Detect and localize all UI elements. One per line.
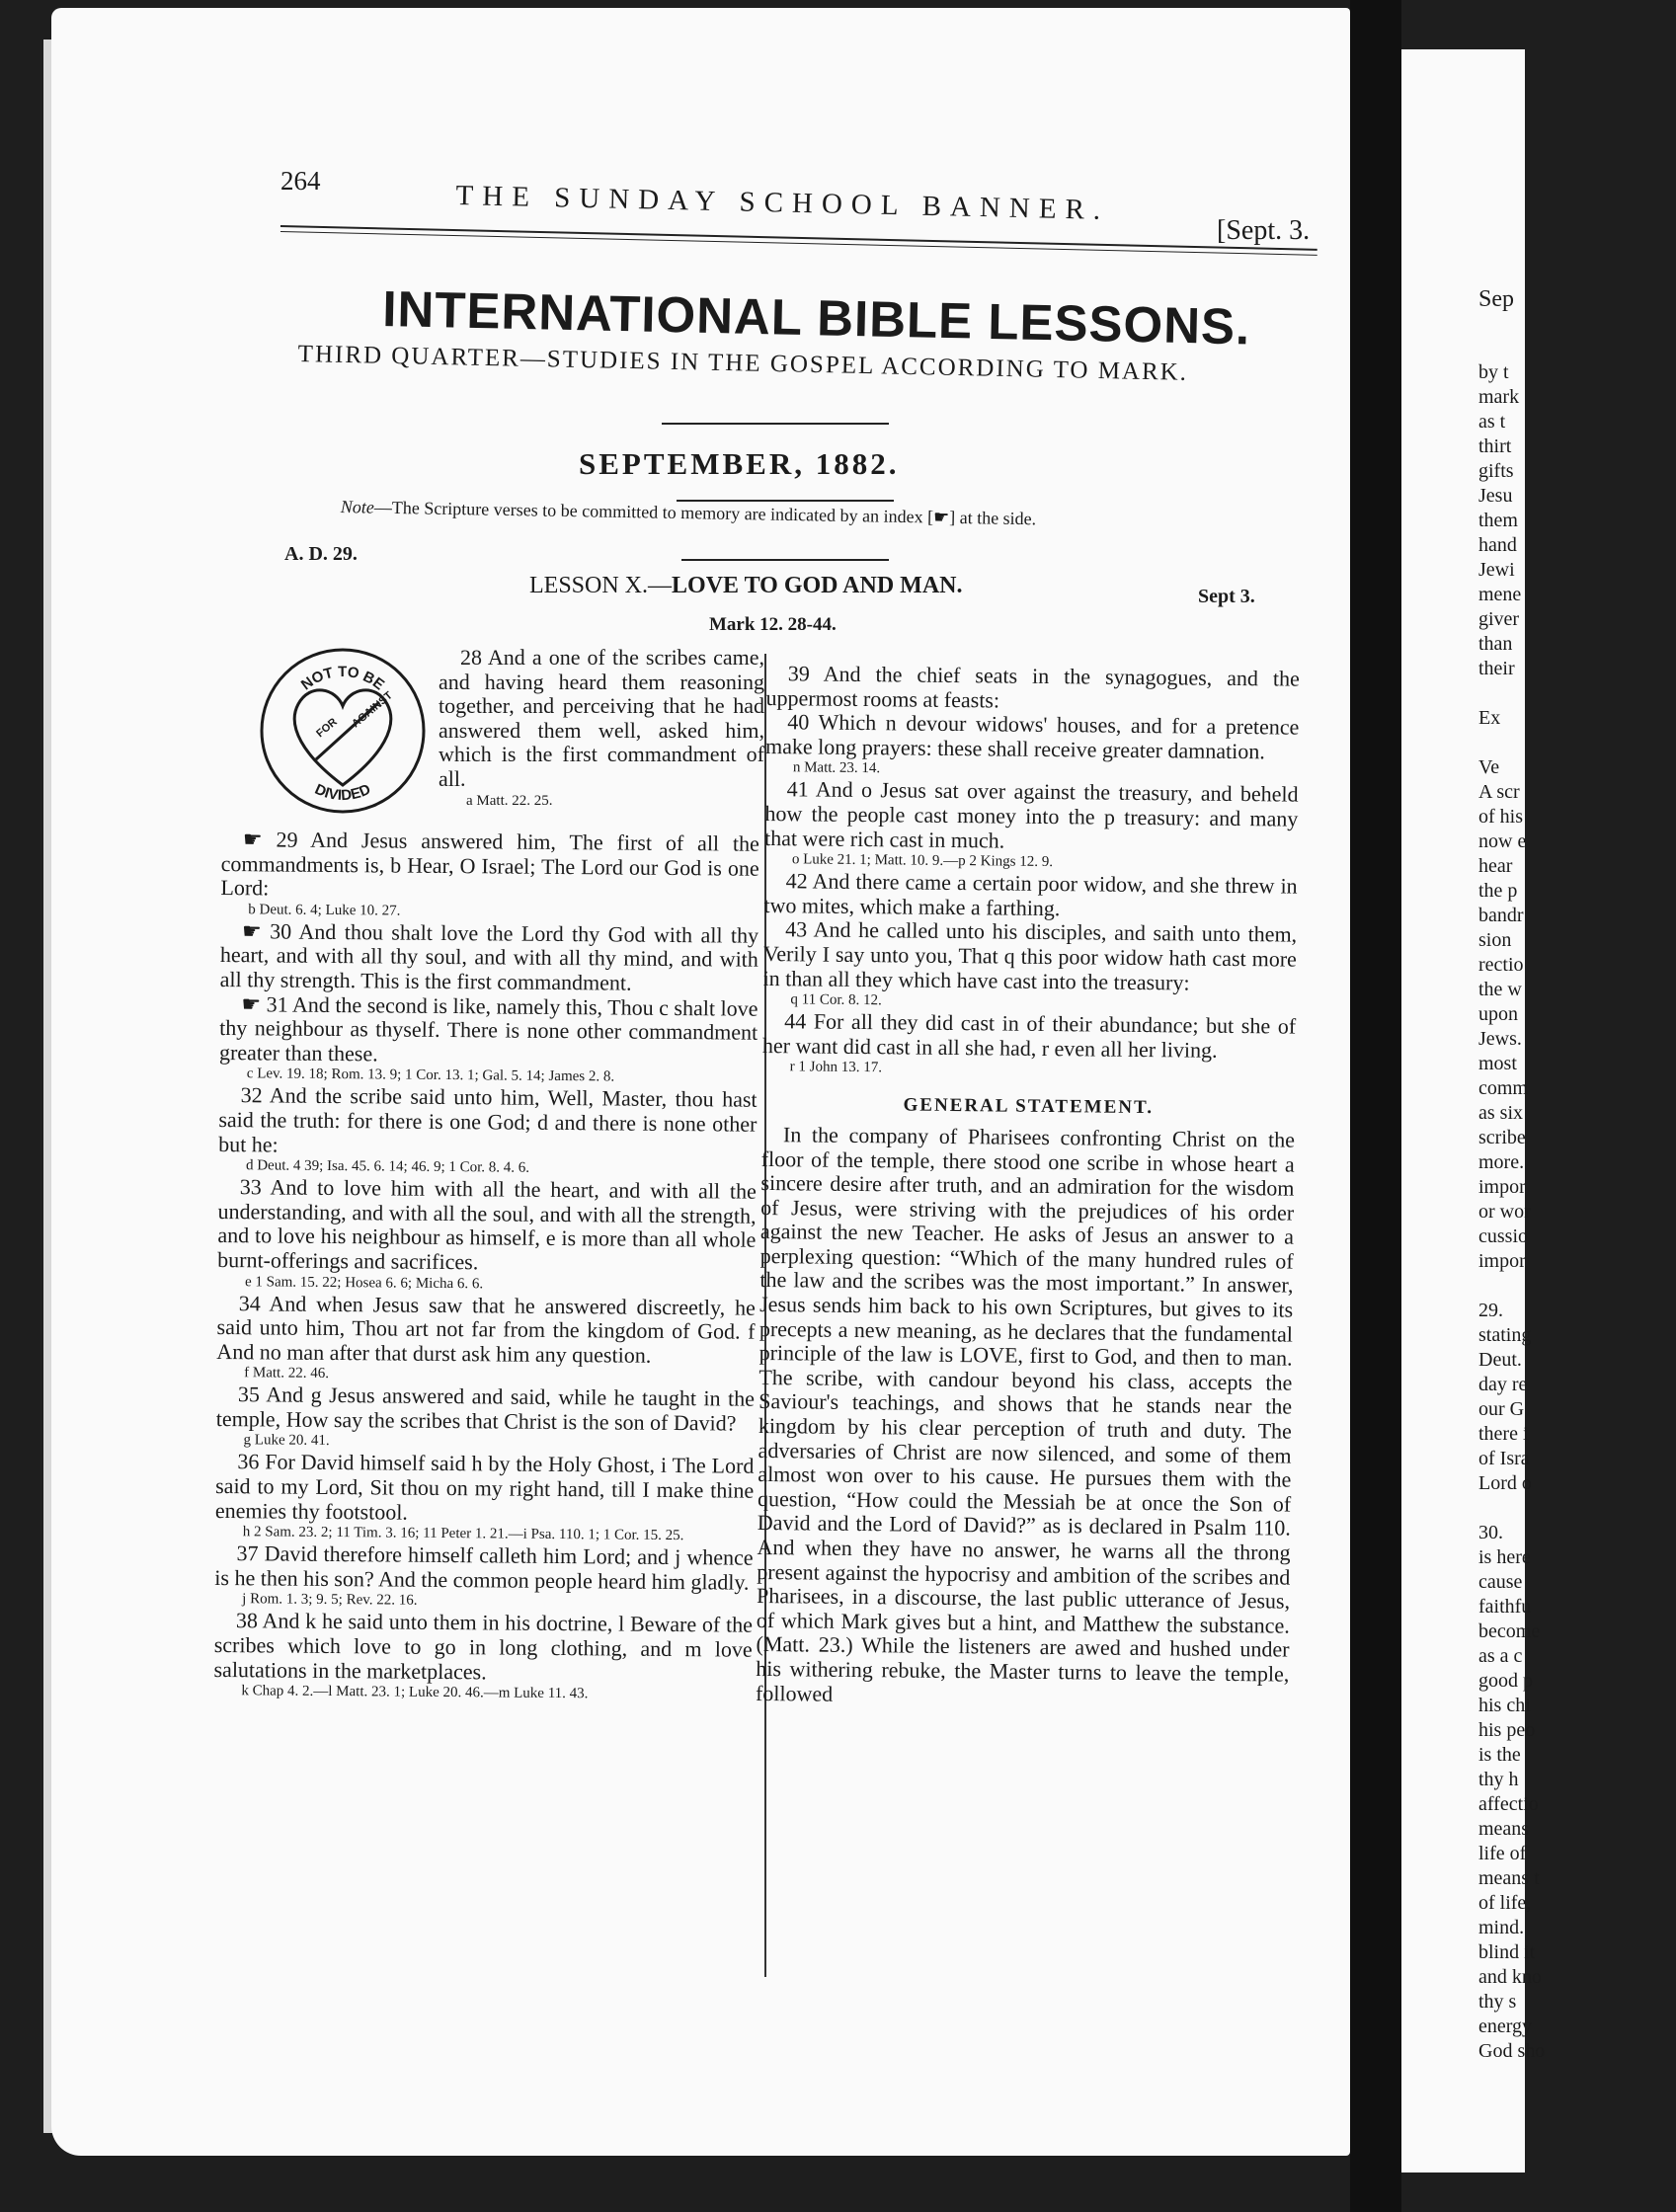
era-label: A. D. 29. bbox=[284, 543, 358, 565]
verse: 28 And a one of the scribes came, and having heard them reasoning together, and perceiving that he had answered them well, asked him, which is the first commandment of all. bbox=[439, 645, 764, 791]
note-rule bbox=[681, 559, 889, 561]
cross-reference: o Luke 21. 1; Matt. 10. 9.—p 2 Kings 12. 9. bbox=[791, 851, 1054, 871]
facing-page-line: thy h bbox=[1478, 1769, 1519, 1790]
badge-top-text: NOT TO BE bbox=[297, 663, 388, 694]
facing-page-line: is here bbox=[1478, 1546, 1531, 1568]
facing-page-line: become bbox=[1478, 1620, 1541, 1642]
facing-page-line: thirt bbox=[1478, 435, 1512, 457]
facing-page-line: thy s bbox=[1478, 1991, 1517, 2013]
facing-page-line: Lord o bbox=[1478, 1472, 1532, 1494]
facing-page-line bbox=[1478, 1496, 1676, 1521]
verse: 32 And the scribe said unto him, Well, Master, thou hast said the truth: for there is one God; d and there is none other but he: bbox=[218, 1082, 758, 1157]
cross-reference: g Luke 20. 41. bbox=[243, 1432, 330, 1450]
facing-page-line: faithfu bbox=[1478, 1596, 1532, 1618]
facing-page-line: means bbox=[1478, 1818, 1530, 1840]
facing-page-line: 29. bbox=[1478, 1300, 1503, 1321]
title-rule bbox=[662, 423, 889, 425]
subtitle: THIRD QUARTER—STUDIES IN THE GOSPEL ACCORDING TO MARK. bbox=[297, 341, 1189, 386]
facing-page-line: sion bbox=[1478, 929, 1512, 951]
facing-page-line: blind it bbox=[1478, 1941, 1536, 1963]
facing-page-line: gifts bbox=[1478, 460, 1514, 482]
facing-page-lines bbox=[1478, 360, 1676, 2064]
facing-page-line bbox=[1478, 1274, 1676, 1299]
facing-page-line: good p bbox=[1478, 1670, 1533, 1692]
facing-page-line bbox=[1478, 681, 1676, 706]
facing-page-line: scribe bbox=[1478, 1127, 1526, 1148]
header-date: [Sept. 3. bbox=[1217, 215, 1311, 246]
facing-page-line: and kno bbox=[1478, 1966, 1542, 1988]
heart-badge bbox=[259, 647, 427, 815]
facing-page-line: mind. bbox=[1478, 1917, 1525, 1938]
facing-page-line: of his bbox=[1478, 806, 1523, 828]
main-title: INTERNATIONAL BIBLE LESSONS. bbox=[381, 279, 1251, 356]
verse: 43 And he called unto his disciples, and saith unto them, Verily I say unto you, That q this poor widow hath cast more in than all they which have cast into the treasury: bbox=[762, 916, 1298, 995]
facing-page-line: Ve bbox=[1478, 756, 1500, 778]
cross-reference: r 1 John 13. 17. bbox=[789, 1059, 883, 1076]
facing-page-line: God sho bbox=[1478, 2040, 1546, 2062]
facing-page-line: as six bbox=[1478, 1102, 1523, 1124]
facing-page-line: as a c bbox=[1478, 1645, 1523, 1667]
verse: 35 And g Jesus answered and said, while he taught in the temple, How say the scribes that Christ is the son of David? bbox=[215, 1382, 756, 1436]
facing-page-line: 30. bbox=[1478, 1522, 1503, 1543]
cross-reference: k Chap 4. 2.—l Matt. 23. 1; Luke 20. 46.—m Luke 11. 43. bbox=[241, 1683, 589, 1702]
cross-reference: j Rom. 1. 3; 9. 5; Rev. 22. 16. bbox=[242, 1591, 418, 1610]
facing-page-line bbox=[1478, 731, 1676, 755]
facing-page-line: bandr bbox=[1478, 905, 1524, 926]
facing-page-line: the p bbox=[1478, 880, 1518, 902]
facing-page-line: A scr bbox=[1478, 781, 1520, 803]
facing-page-line: is the bbox=[1478, 1744, 1521, 1766]
cross-reference: h 2 Sam. 23. 2; 11 Tim. 3. 16; 11 Peter 1. 21.—i Psa. 110. 1; 1 Cor. 15. 25. bbox=[242, 1524, 684, 1544]
facing-page-line: cussio bbox=[1478, 1225, 1528, 1247]
page-number: 264 bbox=[280, 166, 321, 196]
facing-page-line: means t bbox=[1478, 1867, 1540, 1889]
facing-page-line: stating bbox=[1478, 1324, 1532, 1346]
facing-page-line: Jews. bbox=[1478, 1028, 1522, 1050]
book-gutter bbox=[1350, 0, 1401, 2212]
verse: 42 And there came a certain poor widow, and she threw in two mites, which make a farthing. bbox=[763, 868, 1298, 920]
facing-page-line: upon bbox=[1478, 1003, 1518, 1025]
svg-text:NOT TO BE bbox=[298, 664, 387, 693]
facing-page-line: than bbox=[1478, 633, 1513, 655]
verse: 36 For David himself said h by the Holy Ghost, i The Lord said to my Lord, Sit thou on my right hand, till I make thine enemies thy footstool. bbox=[214, 1449, 755, 1525]
lesson-title bbox=[529, 573, 963, 599]
left-column bbox=[213, 828, 759, 1705]
facing-page-line: life of bbox=[1478, 1843, 1527, 1864]
cross-reference: e 1 Sam. 15. 22; Hosea 6. 6; Micha 6. 6. bbox=[244, 1273, 484, 1292]
facing-page-line: his peo bbox=[1478, 1719, 1536, 1741]
facing-page-line: them bbox=[1478, 510, 1518, 531]
lesson-label: LESSON X.— bbox=[529, 573, 673, 598]
verse: ☛ 30 And thou shalt love the Lord thy God with all thy heart, and with all thy soul, and with all thy mind, and with all thy strength. This is the first commandment. bbox=[219, 917, 759, 995]
facing-page-line: giver bbox=[1478, 608, 1520, 630]
facing-page-line: more. bbox=[1478, 1151, 1525, 1173]
facing-page-line: the w bbox=[1478, 979, 1522, 1000]
facing-page-line: Deut. bbox=[1478, 1349, 1522, 1371]
facing-page-line: affectio bbox=[1478, 1793, 1539, 1815]
cross-reference: c Lev. 19. 18; Rom. 13. 9; 1 Cor. 13. 1; Gal. 5. 14; James 2. 8. bbox=[246, 1066, 615, 1085]
verse: 39 And the chief seats in the synagogues, and the uppermost rooms at feasts: bbox=[765, 661, 1300, 713]
verse: ☛ 29 And Jesus answered him, The first of all the commandments is, b Hear, O Israel; The Lord our God is one Lord: bbox=[220, 827, 759, 901]
facing-page-line: now e bbox=[1478, 830, 1527, 852]
facing-page-line: of Isra bbox=[1478, 1448, 1530, 1469]
lesson-name: LOVE TO GOD AND MAN. bbox=[672, 573, 963, 598]
cross-reference: d Deut. 4 39; Isa. 45. 6. 14; 46. 9; 1 Cor. 8. 4. 6. bbox=[245, 1157, 530, 1176]
verse: 41 And o Jesus sat over against the treasury, and beheld how the people cast money into the p treasury: and many that were rich cast in much. bbox=[764, 776, 1299, 853]
badge-left-word: FOR bbox=[314, 716, 340, 741]
facing-page-line: Jewi bbox=[1478, 559, 1515, 581]
facing-page-line: as t bbox=[1478, 411, 1506, 433]
cross-reference: f Matt. 22. 46. bbox=[244, 1365, 330, 1382]
facing-page-line: most bbox=[1478, 1053, 1517, 1074]
facing-page-line: cause bbox=[1478, 1571, 1523, 1593]
facing-page-line: day re bbox=[1478, 1374, 1528, 1395]
statement-paragraph: In the company of Pharisees confronting Christ on the floor of the temple, there stood one scribe in whose heart a sincere desire after truth, and an admiration for the wisdom of Jesus, were striving with the prejudices of his order against the new Teacher. He asks of Jesus an answer to a perplexing question: “Which of the many hundred rules of the law and the scribes was the most important.” In answer, Jesus sends him back to his own Scriptures, but gives to its precepts a new meaning, as he declares that the fundamental principle of the law is LOVE, first to God, and then to man. The scribe, with candour beyond his class, accepts the Saviour's teachings, and shows that he stands near the kingdom by his clear perception of truth and duty. The adversaries of Christ are now silenced, and some of them almost won over to his cause. He pursues them with the question, “How could the Messiah be at once the Son of David and the Lord of David?” as is declared in Psalm 110. And when they have no answer, he warns all the throng present against the hypocrisy and ambition of the scribes and Pharisees, in a discourse, the last public utterance of Jesus, of which Mark gives but a hint, and Matthew the substance. (Matt. 23.) While the listeners are awed and hushed under his withering rebuke, the Master turns to leave the temple, followed bbox=[755, 1122, 1296, 1706]
verse: 44 For all they did cast in of their abundance; but she of her want did cast in all she had, r even all her living. bbox=[761, 1008, 1297, 1063]
facing-page-line: hear bbox=[1478, 855, 1513, 877]
facing-page-line: comm bbox=[1478, 1077, 1528, 1099]
verse: ☛ 31 And the second is like, namely this, Thou c shalt love thy neighbour as thyself. There is none other commandment greater than these. bbox=[218, 990, 758, 1066]
verse: 37 David therefore himself calleth him Lord; and j whence is he then his son? And the common people heard him gladly. bbox=[214, 1540, 754, 1595]
scripture-reference: Mark 12. 28-44. bbox=[709, 614, 837, 635]
badge-right-word: AGAINST bbox=[350, 689, 395, 731]
lesson-date: Sept 3. bbox=[1198, 586, 1255, 607]
facing-page-line: his chi bbox=[1478, 1695, 1531, 1716]
verse: 40 Which n devour widows' houses, and for a pretence make long prayers: these shall receive greater damnation. bbox=[764, 709, 1300, 764]
verse: 34 And when Jesus saw that he answered discreetly, he said unto him, Thou art not far from the kingdom of God. f And no man after that durst ask him any question. bbox=[216, 1290, 756, 1368]
facing-page-header: Sep bbox=[1478, 286, 1514, 312]
facing-page bbox=[1401, 49, 1546, 2172]
month-rule bbox=[677, 500, 894, 502]
facing-page-line: impor bbox=[1478, 1176, 1526, 1198]
right-column bbox=[756, 662, 1300, 1711]
verse: 33 And to love him with all the heart, and with all the understanding, and with all the soul, and with all the strength, and to love his neighbour as himself, e is more than all whole burnt-offerings and sacrifices. bbox=[217, 1174, 757, 1275]
facing-page-line: energy bbox=[1478, 2015, 1533, 2037]
left-column-top bbox=[439, 646, 764, 811]
running-title: THE SUNDAY SCHOOL BANNER. bbox=[455, 180, 1110, 227]
cross-reference: a Matt. 22. 25. bbox=[466, 792, 553, 809]
cross-reference: n Matt. 23. 14. bbox=[792, 759, 881, 777]
month-heading: SEPTEMBER, 1882. bbox=[579, 446, 900, 481]
cross-reference: b Deut. 6. 4; Luke 10. 27. bbox=[248, 902, 401, 919]
facing-page-line: Ex bbox=[1478, 707, 1501, 729]
note-text: —The Scripture verses to be committed to memory are indicated by an index [☛] at the side. bbox=[373, 497, 1037, 529]
note-lead: Note bbox=[340, 497, 374, 517]
facing-page-line: impor bbox=[1478, 1250, 1526, 1272]
badge-bottom-text: DIVIDED bbox=[312, 780, 373, 805]
facing-page-line: mene bbox=[1478, 584, 1522, 605]
facing-page-line: their bbox=[1478, 658, 1515, 679]
facing-page-line: Jesu bbox=[1478, 485, 1513, 507]
facing-page-line: or wor bbox=[1478, 1201, 1531, 1223]
facing-page-line: our G bbox=[1478, 1398, 1525, 1420]
facing-page-line: by t bbox=[1478, 361, 1509, 383]
facing-page-line: hand bbox=[1478, 534, 1517, 556]
facing-page-line: of life, bbox=[1478, 1892, 1532, 1914]
cross-reference: q 11 Cor. 8. 12. bbox=[790, 991, 882, 1009]
facing-page-line: mark bbox=[1478, 386, 1520, 408]
facing-page-line: rectio bbox=[1478, 954, 1524, 976]
facing-page-line: there i bbox=[1478, 1423, 1529, 1445]
verse: 38 And k he said unto them in his doctrine, l Beware of the scribes which love to go in long clothing, and m love salutations in the marketplaces. bbox=[213, 1608, 754, 1685]
section-heading: GENERAL STATEMENT. bbox=[903, 1094, 1155, 1119]
